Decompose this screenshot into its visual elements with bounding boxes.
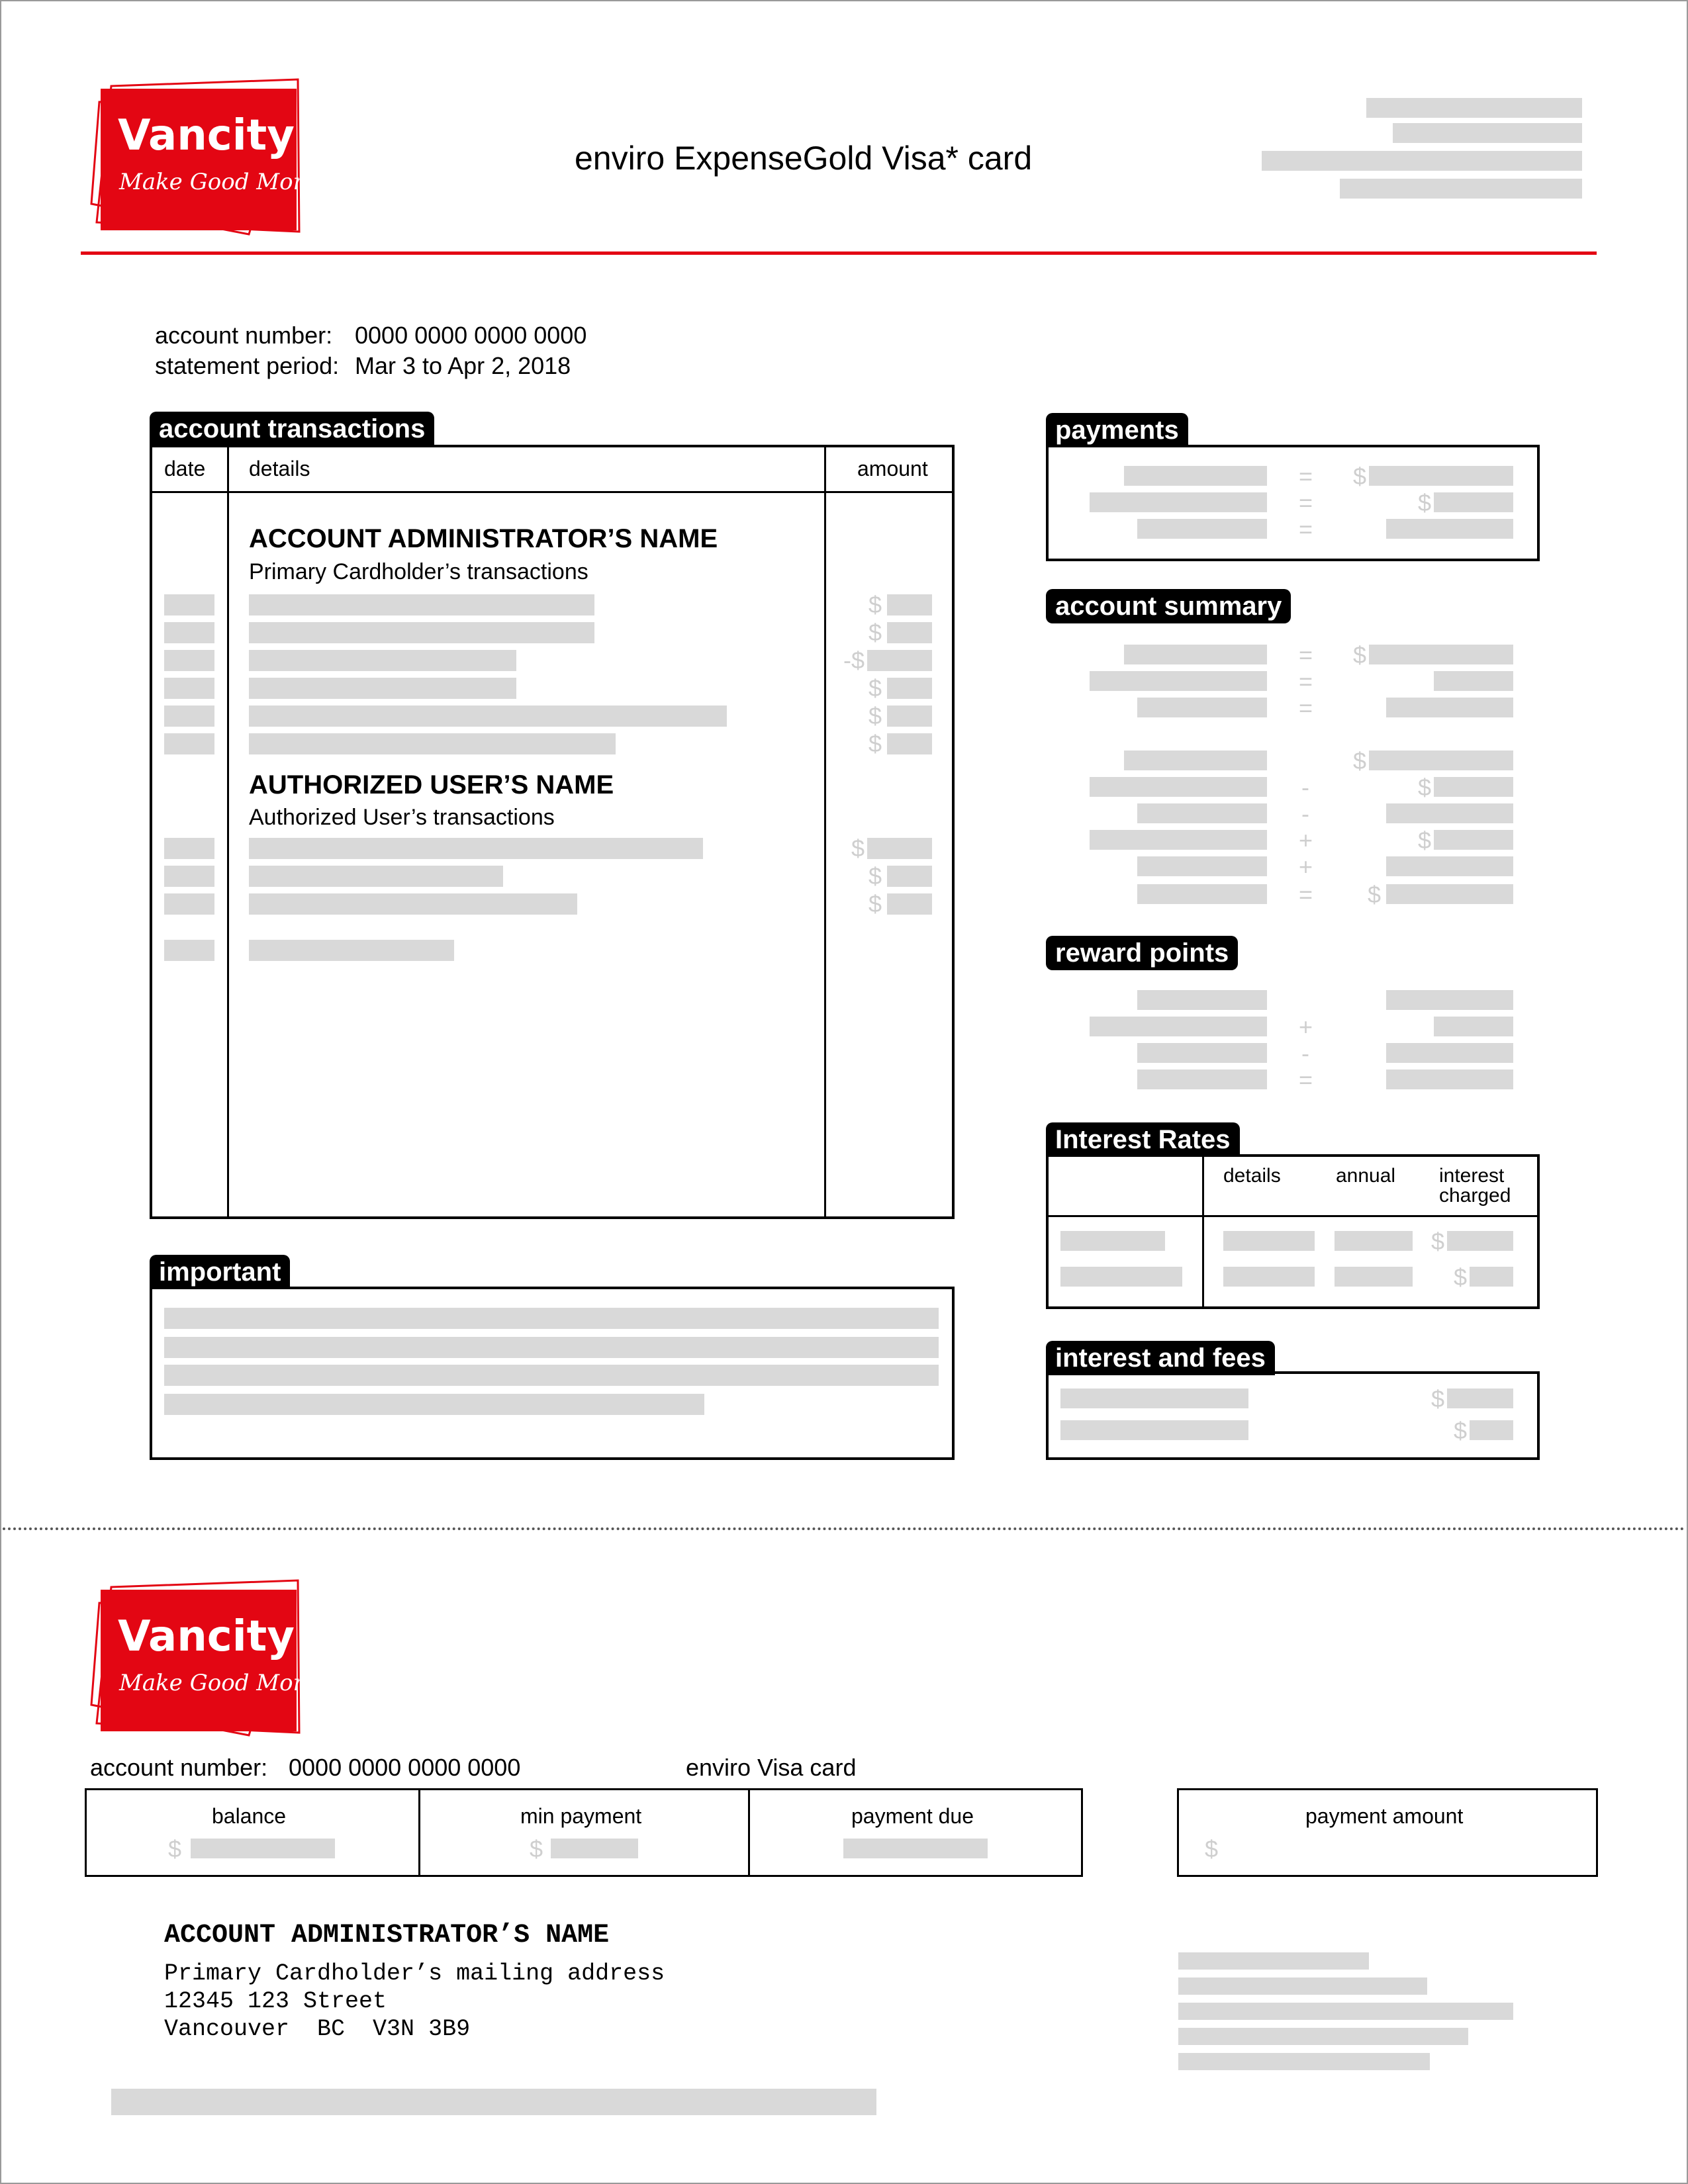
reward-points-tab: reward points (1046, 936, 1238, 970)
redacted-value (1447, 1388, 1513, 1408)
transactions-header-rule (150, 491, 955, 493)
currency-sign: $ (1431, 1228, 1445, 1255)
redacted-date (164, 838, 214, 859)
currency-sign: $ (168, 1835, 182, 1862)
payment-amount-box[interactable] (1177, 1788, 1598, 1877)
redacted-value (1434, 671, 1513, 691)
interest-and-fees-tab: interest and fees (1046, 1341, 1275, 1375)
currency-sign: $ (868, 619, 882, 646)
redacted-detail (249, 940, 454, 961)
rates-column-rule (1202, 1154, 1204, 1309)
redacted-value (1386, 856, 1513, 876)
redacted-label (1137, 856, 1267, 876)
currency-sign: $ (1353, 641, 1367, 668)
redacted-value (1434, 492, 1513, 512)
redacted-label (1090, 671, 1267, 691)
redacted-amount (867, 650, 932, 671)
redacted-value (1369, 645, 1513, 664)
redacted-payment-due (843, 1839, 988, 1858)
redacted-line (1340, 179, 1582, 199)
redacted-label (1090, 830, 1267, 850)
redacted-rate (1335, 1267, 1413, 1287)
currency-sign: $ (868, 862, 882, 889)
redacted-amount (887, 678, 932, 699)
redacted-amount (867, 838, 932, 859)
redacted-amount (887, 594, 932, 615)
rates-col-charged-2: charged (1439, 1185, 1511, 1206)
redacted-label (1137, 698, 1267, 717)
stub-account-number: 0000 0000 0000 0000 (289, 1754, 521, 1781)
currency-sign: $ (868, 591, 882, 618)
currency-sign: $ (868, 702, 882, 729)
redacted-line (164, 1308, 939, 1329)
redacted-line (1393, 123, 1582, 143)
redacted-line (1178, 1952, 1369, 1970)
redacted-detail (1223, 1267, 1315, 1287)
redacted-label (1137, 1069, 1267, 1089)
date-column-rule (227, 445, 229, 1219)
authorized-user-name: AUTHORIZED USER’S NAME (249, 770, 614, 799)
redacted-value (1386, 803, 1513, 823)
redacted-detail (249, 893, 577, 915)
payment-amount-label: payment amount (1305, 1804, 1464, 1828)
currency-sign: $ (1353, 747, 1367, 774)
stub-column-rule (748, 1788, 750, 1877)
currency-sign: $ (1418, 774, 1432, 801)
account-summary-tab: account summary (1046, 589, 1291, 623)
redacted-date (164, 940, 214, 961)
plus-sign: + (1299, 827, 1313, 854)
plus-sign: + (1299, 853, 1313, 880)
currency-sign: $ (868, 730, 882, 757)
mailing-line-3: Vancouver BC V3N 3B9 (164, 2016, 471, 2042)
redacted-date (164, 650, 214, 671)
payments-tab: payments (1046, 413, 1188, 447)
minus-sign: - (1301, 774, 1309, 801)
redacted-amount (887, 866, 932, 887)
equals-sign: = (1299, 463, 1313, 490)
negative-currency-sign: -$ (843, 647, 865, 674)
mailing-name: ACCOUNT ADMINISTRATOR’S NAME (164, 1921, 610, 1950)
rates-header-rule (1046, 1215, 1540, 1217)
stub-column-rule (418, 1788, 420, 1877)
redacted-line (164, 1337, 939, 1358)
primary-cardholder-name: ACCOUNT ADMINISTRATOR’S NAME (249, 524, 718, 553)
redacted-min-payment (551, 1839, 638, 1858)
redacted-value (1470, 1267, 1513, 1287)
redacted-value (1470, 1420, 1513, 1440)
redacted-detail (249, 594, 594, 615)
redacted-value (1434, 830, 1513, 850)
redacted-value (1386, 990, 1513, 1010)
redacted-date (164, 733, 214, 754)
redacted-label (1137, 884, 1267, 904)
stub-card-name: enviro Visa card (686, 1754, 857, 1781)
redacted-label (1090, 777, 1267, 797)
redacted-value (1369, 466, 1513, 486)
rates-col-details: details (1223, 1165, 1281, 1187)
stub-payment-due-label: payment due (851, 1804, 974, 1828)
stub-account-number-label: account number: (90, 1754, 268, 1781)
currency-sign: $ (1454, 1417, 1468, 1444)
redacted-date (164, 866, 214, 887)
redacted-line (164, 1365, 939, 1386)
redacted-label (1124, 466, 1267, 486)
redacted-detail (249, 622, 594, 643)
currency-sign: $ (851, 835, 865, 862)
amount-column-rule (824, 445, 826, 1219)
redacted-detail (249, 866, 503, 887)
stub-min-payment-label: min payment (520, 1804, 642, 1828)
redacted-detail (1223, 1231, 1315, 1251)
redacted-label (1137, 803, 1267, 823)
logo-tagline: Make Good Money (119, 1670, 334, 1696)
redacted-label (1060, 1420, 1248, 1440)
redacted-amount (887, 622, 932, 643)
redacted-label (1137, 1043, 1267, 1063)
mailing-line-2: 12345 123 Street (164, 1988, 387, 2015)
redacted-amount (887, 705, 932, 727)
plus-sign: + (1299, 1013, 1313, 1040)
equals-sign: = (1299, 516, 1313, 543)
currency-sign: $ (530, 1835, 543, 1862)
redacted-label (1060, 1267, 1182, 1287)
redacted-detail (249, 838, 703, 859)
redacted-line (1178, 2003, 1513, 2020)
redacted-line (1262, 151, 1582, 171)
redacted-date (164, 622, 214, 643)
equals-sign: = (1299, 489, 1313, 516)
equals-sign: = (1299, 1066, 1313, 1093)
currency-sign: $ (1418, 827, 1432, 854)
currency-sign: $ (1368, 881, 1382, 908)
redacted-label (1060, 1231, 1165, 1251)
minus-sign: - (1301, 1040, 1309, 1067)
primary-cardholder-subtitle: Primary Cardholder’s transactions (249, 559, 588, 584)
account-number: 0000 0000 0000 0000 (355, 322, 587, 349)
logo-wordmark: Vancity (118, 1612, 295, 1661)
redacted-amount (887, 893, 932, 915)
redacted-rate (1335, 1231, 1413, 1251)
redacted-line (164, 1394, 704, 1415)
redacted-detail (249, 705, 727, 727)
redacted-line (1366, 98, 1582, 118)
minus-sign: - (1301, 800, 1309, 827)
redacted-value (1386, 698, 1513, 717)
redacted-value (1369, 751, 1513, 770)
redacted-date (164, 705, 214, 727)
interest-rates-tab: Interest Rates (1046, 1122, 1240, 1157)
equals-sign: = (1299, 668, 1313, 695)
redacted-date (164, 594, 214, 615)
col-date: date (164, 457, 206, 480)
col-details: details (249, 457, 310, 480)
redacted-label (1060, 1388, 1248, 1408)
equals-sign: = (1299, 694, 1313, 721)
redacted-detail (249, 678, 516, 699)
redacted-value (1386, 884, 1513, 904)
currency-sign: $ (1205, 1835, 1219, 1862)
redacted-label (1137, 519, 1267, 539)
redacted-value (1386, 1069, 1513, 1089)
redacted-label (1137, 990, 1267, 1010)
redacted-label (1090, 1017, 1267, 1036)
stub-amounts-box (85, 1788, 1083, 1877)
redacted-line (1178, 2028, 1468, 2045)
currency-sign: $ (1431, 1385, 1445, 1412)
redacted-date (164, 678, 214, 699)
rates-col-charged-1: interest (1439, 1165, 1505, 1187)
vancity-logo (85, 1579, 334, 1741)
redacted-detail (249, 650, 516, 671)
redacted-value (1386, 519, 1513, 539)
interest-and-fees-box (1046, 1371, 1540, 1460)
redacted-value (1447, 1231, 1513, 1251)
redacted-value (1434, 777, 1513, 797)
redacted-amount (887, 733, 932, 754)
authorized-user-subtitle: Authorized User’s transactions (249, 805, 555, 830)
redacted-date (164, 893, 214, 915)
important-tab: important (150, 1255, 290, 1289)
redacted-barcode (111, 2089, 876, 2115)
redacted-line (1178, 2053, 1430, 2070)
equals-sign: = (1299, 641, 1313, 668)
currency-sign: $ (1353, 463, 1367, 490)
redacted-label (1090, 492, 1267, 512)
redacted-label (1124, 645, 1267, 664)
redacted-label (1124, 751, 1267, 770)
currency-sign: $ (868, 674, 882, 702)
redacted-value (1434, 1017, 1513, 1036)
currency-sign: $ (1418, 489, 1432, 516)
vancity-logo (85, 78, 334, 240)
col-amount: amount (857, 457, 928, 480)
card-title: enviro ExpenseGold Visa* card (575, 140, 1033, 177)
header-rule (81, 251, 1597, 255)
statement-period: Mar 3 to Apr 2, 2018 (355, 352, 571, 379)
redacted-detail (249, 733, 616, 754)
stub-balance-label: balance (212, 1804, 287, 1828)
equals-sign: = (1299, 881, 1313, 908)
redacted-value (1386, 1043, 1513, 1063)
transactions-tab: account transactions (150, 412, 434, 446)
tear-off-line (3, 1527, 1685, 1530)
redacted-line (1178, 1978, 1427, 1995)
redacted-balance (191, 1839, 335, 1858)
statement-period-label: statement period: (155, 352, 340, 379)
currency-sign: $ (1454, 1263, 1468, 1291)
rates-col-annual: annual (1336, 1165, 1396, 1187)
logo-wordmark: Vancity (118, 111, 295, 160)
logo-tagline: Make Good Money (119, 169, 334, 195)
mailing-line-1: Primary Cardholder’s mailing address (164, 1960, 665, 1987)
account-number-label: account number: (155, 322, 333, 349)
currency-sign: $ (868, 890, 882, 917)
